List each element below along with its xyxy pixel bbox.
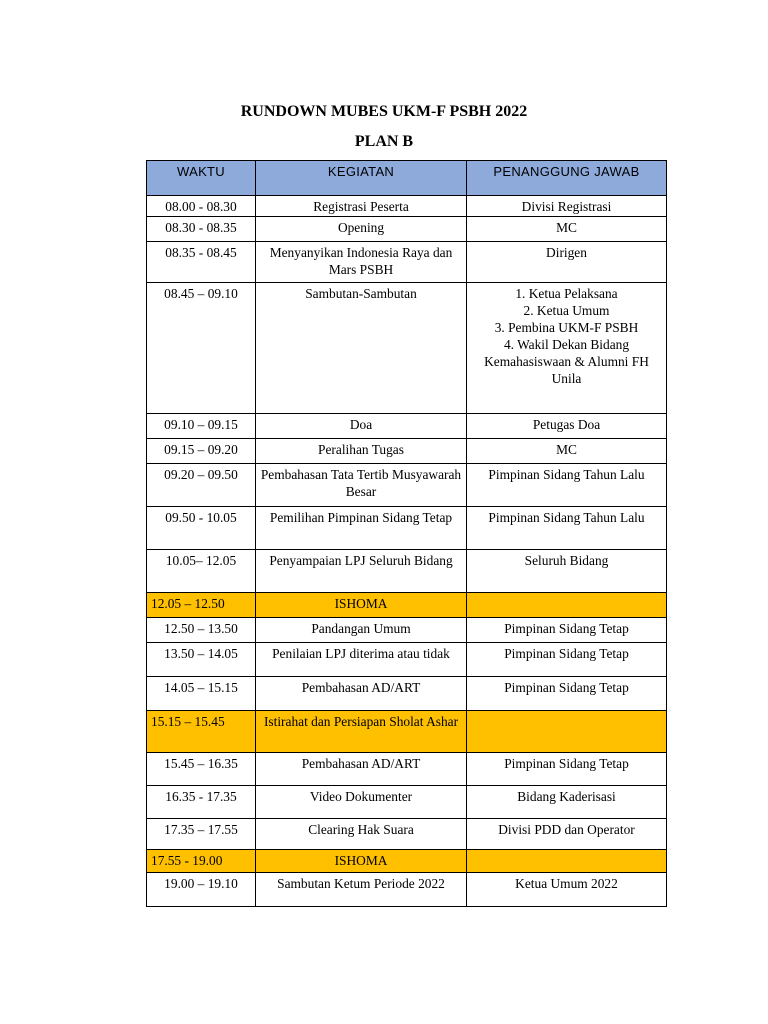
cell-waktu: 09.20 – 09.50	[147, 464, 256, 507]
cell-waktu: 12.05 – 12.50	[147, 593, 256, 618]
cell-kegiatan: Video Dokumenter	[256, 786, 467, 819]
cell-penanggung-jawab	[467, 711, 667, 753]
cell-kegiatan: Registrasi Peserta	[256, 196, 467, 217]
cell-penanggung-jawab: Pimpinan Sidang Tetap	[467, 677, 667, 711]
document-subtitle: PLAN B	[354, 133, 414, 150]
cell-waktu: 12.50 – 13.50	[147, 618, 256, 643]
table-row	[147, 550, 667, 593]
cell-kegiatan: Sambutan Ketum Periode 2022	[256, 873, 467, 907]
cell-kegiatan: Sambutan-Sambutan	[256, 283, 467, 414]
table-row	[147, 217, 667, 242]
table-header-row	[147, 161, 667, 196]
cell-waktu: 09.10 – 09.15	[147, 414, 256, 439]
cell-penanggung-jawab	[467, 283, 667, 414]
cell-penanggung-jawab: Seluruh Bidang	[467, 550, 667, 593]
table-row	[147, 711, 667, 753]
cell-penanggung-jawab: Petugas Doa	[467, 414, 667, 439]
cell-waktu: 08.30 - 08.35	[147, 217, 256, 242]
cell-waktu: 15.45 – 16.35	[147, 753, 256, 786]
cell-penanggung-jawab	[467, 593, 667, 618]
table-row	[147, 618, 667, 643]
cell-kegiatan: Peralihan Tugas	[256, 439, 467, 464]
cell-kegiatan: Menyanyikan Indonesia Raya dan Mars PSBH	[256, 242, 467, 283]
cell-waktu: 19.00 – 19.10	[147, 873, 256, 907]
cell-waktu: 17.35 – 17.55	[147, 819, 256, 850]
pj-list-item: 1. Ketua Pelaksana	[515, 286, 618, 301]
pj-list	[471, 285, 662, 387]
table-row	[147, 414, 667, 439]
header-penanggung-jawab: PENANGGUNG JAWAB	[467, 161, 667, 196]
cell-penanggung-jawab: Pimpinan Sidang Tetap	[467, 618, 667, 643]
cell-waktu: 08.35 - 08.45	[147, 242, 256, 283]
cell-waktu: 17.55 - 19.00	[147, 850, 256, 873]
cell-penanggung-jawab: MC	[467, 217, 667, 242]
cell-penanggung-jawab	[467, 850, 667, 873]
cell-penanggung-jawab: Divisi Registrasi	[467, 196, 667, 217]
table-row	[147, 242, 667, 283]
cell-kegiatan: Opening	[256, 217, 467, 242]
cell-penanggung-jawab: Bidang Kaderisasi	[467, 786, 667, 819]
cell-kegiatan: Clearing Hak Suara	[256, 819, 467, 850]
cell-penanggung-jawab: Pimpinan Sidang Tahun Lalu	[467, 464, 667, 507]
cell-penanggung-jawab: Pimpinan Sidang Tahun Lalu	[467, 507, 667, 550]
cell-kegiatan: Pandangan Umum	[256, 618, 467, 643]
cell-waktu: 16.35 - 17.35	[147, 786, 256, 819]
cell-kegiatan: ISHOMA	[256, 850, 467, 873]
table-row	[147, 464, 667, 507]
cell-waktu: 13.50 – 14.05	[147, 643, 256, 677]
table-row	[147, 819, 667, 850]
table-row	[147, 677, 667, 711]
cell-penanggung-jawab: Dirigen	[467, 242, 667, 283]
header-waktu: WAKTU	[147, 161, 256, 196]
cell-kegiatan: Penyampaian LPJ Seluruh Bidang	[256, 550, 467, 593]
cell-penanggung-jawab: MC	[467, 439, 667, 464]
table-row	[147, 873, 667, 907]
table-row	[147, 850, 667, 873]
cell-kegiatan: Doa	[256, 414, 467, 439]
table-row	[147, 196, 667, 217]
cell-kegiatan: ISHOMA	[256, 593, 467, 618]
pj-list-item: 3. Pembina UKM-F PSBH	[494, 320, 639, 335]
table-row	[147, 283, 667, 414]
header-kegiatan: KEGIATAN	[256, 161, 467, 196]
document-title: RUNDOWN MUBES UKM-F PSBH 2022	[240, 103, 528, 120]
pj-list-item: 4. Wakil Dekan Bidang Kemahasiswaan & Alumni FH Unila	[484, 337, 649, 386]
cell-kegiatan: Penilaian LPJ diterima atau tidak	[256, 643, 467, 677]
cell-penanggung-jawab: Ketua Umum 2022	[467, 873, 667, 907]
table-row	[147, 786, 667, 819]
table-row	[147, 593, 667, 618]
cell-waktu: 10.05– 12.05	[147, 550, 256, 593]
cell-kegiatan: Pembahasan AD/ART	[256, 753, 467, 786]
cell-kegiatan: Pembahasan AD/ART	[256, 677, 467, 711]
cell-penanggung-jawab: Pimpinan Sidang Tetap	[467, 753, 667, 786]
cell-waktu: 09.50 - 10.05	[147, 507, 256, 550]
pj-list-item: 2. Ketua Umum	[523, 303, 610, 318]
cell-kegiatan: Pemilihan Pimpinan Sidang Tetap	[256, 507, 467, 550]
table-row	[147, 507, 667, 550]
cell-waktu: 14.05 – 15.15	[147, 677, 256, 711]
table-row	[147, 753, 667, 786]
cell-kegiatan: Pembahasan Tata Tertib Musyawarah Besar	[256, 464, 467, 507]
cell-waktu: 08.45 – 09.10	[147, 283, 256, 414]
cell-waktu: 15.15 – 15.45	[147, 711, 256, 753]
cell-penanggung-jawab: Divisi PDD dan Operator	[467, 819, 667, 850]
cell-waktu: 08.00 - 08.30	[147, 196, 256, 217]
table-body	[147, 196, 667, 907]
table-row	[147, 439, 667, 464]
cell-penanggung-jawab: Pimpinan Sidang Tetap	[467, 643, 667, 677]
cell-waktu: 09.15 – 09.20	[147, 439, 256, 464]
table-row	[147, 643, 667, 677]
rundown-table	[146, 160, 667, 907]
cell-kegiatan: Istirahat dan Persiapan Sholat Ashar	[256, 711, 467, 753]
